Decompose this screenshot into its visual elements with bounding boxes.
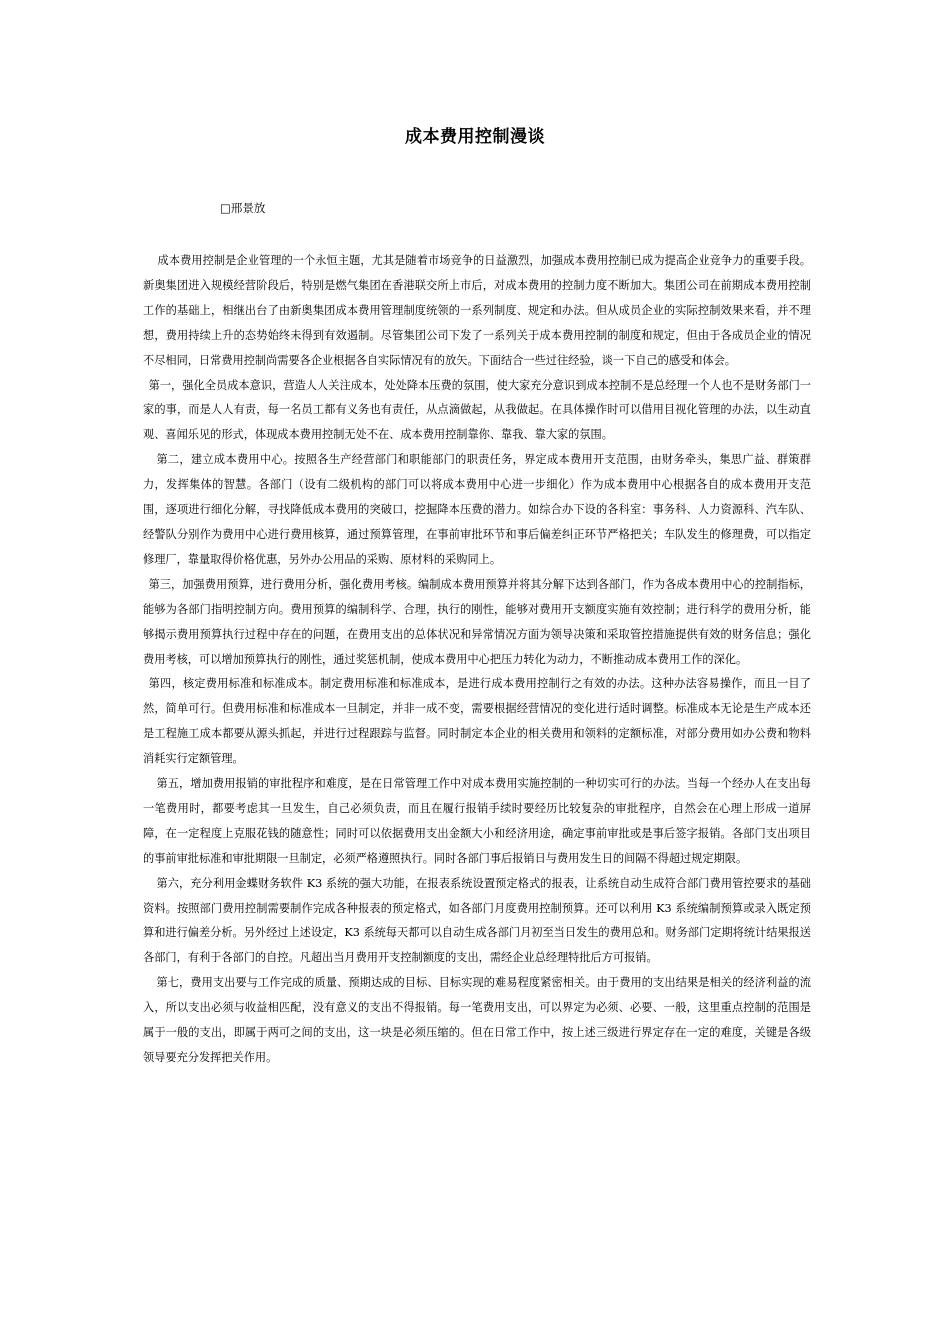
- page-title: 成本费用控制漫谈: [405, 127, 545, 147]
- paragraph-sixth: 第六，充分利用金蝶财务软件 K3 系统的强大功能，在报表系统设置预定格式的报表，让系统自动生成符合部门费用管控要求的基础资料。按照部门费用控制需要制作完成各种报表的预定格式，如各部门月度费用控制预算。还可以利用 K3 系统编制预算或录入既定预算和进行偏差分析。另外经过上述设定，K3 系统每天都可以自动生成各部门月初至当日发生的费用总和。财务部门定期将统计结果报送各部门，有利于各部门的自控。凡超出当月费用开支控制额度的支出，需经企业总经理特批后方可报销。: [143, 876, 811, 965]
- paragraph-third: 第三，加强费用预算，进行费用分析，强化费用考核。编制成本费用预算并将其分解下达到各部门，作为各成本费用中心的控制指标，能够为各部门指明控制方向。费用预算的编制科学、合理，执行的刚性，能够对费用开支额度实施有效控制；进行科学的费用分析，能够揭示费用预算执行过程中存在的问题，在费用支出的总体状况和异常情况方面为领导决策和采取管控措施提供有效的财务信息；强化费用考核，可以增加预算执行的刚性，通过奖惩机制，使成本费用中心把压力转化为动力，不断推动成本费用工作的深化。: [143, 577, 811, 666]
- article-body: [143, 249, 811, 1071]
- paragraph-first: 第一，强化全员成本意识，营造人人关注成本，处处降本压费的氛围，使大家充分意识到成本控制不是总经理一个人也不是财务部门一家的事，而是人人有责，每一名员工都有义务也有责任，从点滴做起，从我做起。在具体操作时可以借用目视化管理的办法，以生动直观、喜闻乐见的形式，体现成本费用控制无处不在、成本费用控制靠你、靠我、靠大家的氛围。: [143, 378, 811, 442]
- paragraph-fourth: 第四，核定费用标准和标准成本。制定费用标准和标准成本，是进行成本费用控制行之有效的办法。这种办法容易操作，而且一目了然，简单可行。但费用标准和标准成本一旦制定，并非一成不变，需要根据经营情况的变化进行适时调整。标准成本无论是生产成本还是工程施工成本都要从源头抓起，并进行过程跟踪与监督。同时制定本企业的相关费用和领料的定额标准，对部分费用如办公费和物料消耗实行定额管理。: [143, 677, 811, 766]
- author-byline: □邢景放: [220, 201, 266, 215]
- paragraph-fifth: 第五，增加费用报销的审批程序和难度，是在日常管理工作中对成本费用实施控制的一种切实可行的办法。当每一个经办人在支出每一笔费用时，都要考虑其一旦发生，自己必须负责，而且在履行报销手续时要经历比较复杂的审批程序，自然会在心理上形成一道屏障，在一定程度上克服花钱的随意性；同时可以依据费用支出金额大小和经济用途，确定事前审批或是事后签字报销。各部门支出项目的事前审批标准和审批期限一旦制定，必须严格遵照执行。同时各部门事后报销日与费用发生日的间隔不得超过规定期限。: [143, 777, 811, 865]
- paragraph-seventh: 第七，费用支出要与工作完成的质量、预期达成的目标、目标实现的难易程度紧密相关。由于费用的支出结果是相关的经济利益的流入，所以支出必须与收益相匹配，没有意义的支出不得报销。每一笔费用支出，可以界定为必须、必要、一般，这里重点控制的范围是属于一般的支出，即属于两可之间的支出，这一块是必须压缩的。但在日常工作中，按上述三级进行界定存在一定的难度，关键是各级领导要充分发挥把关作用。: [143, 976, 811, 1064]
- paragraph-second: 第二，建立成本费用中心。按照各生产经营部门和职能部门的职责任务，界定成本费用开支范围，由财务牵头，集思广益、群策群力，发挥集体的智慧。各部门（设有二级机构的部门可以将成本费用中心进一步细化）作为成本费用中心根据各自的成本费用开支范围，逐项进行细化分解，寻找降低成本费用的突破口，挖掘降本压费的潜力。如综合办下设的各科室：事务科、人力资源科、汽车队、经警队分别作为费用中心进行费用核算，通过预算管理，在事前审批环节和事后偏差纠正环节严格把关；车队发生的修理费，可以指定修理厂，靠量取得价格优惠，另外办公用品的采购、原材料的采购同上。: [143, 453, 811, 566]
- paragraph-intro: 成本费用控制是企业管理的一个永恒主题，尤其是随着市场竞争的日益激烈，加强成本费用控制已成为提高企业竞争力的重要手段。新奥集团进入规模经营阶段后，特别是燃气集团在香港联交所上市后，对成本费用的控制力度不断加大。集团公司在前期成本费用控制工作的基础上，相继出台了由新奥集团成本费用管理制度统领的一系列制度、规定和办法。但从成员企业的实际控制效果来看，并不理想，费用持续上升的态势始终未得到有效遏制。尽管集团公司下发了一系列关于成本费用控制的制度和规定，但由于各成员企业的情况不尽相同，日常费用控制尚需要各企业根据各自实际情况有的放矢。下面结合一些过往经验，谈一下自己的感受和体会。: [143, 254, 811, 367]
